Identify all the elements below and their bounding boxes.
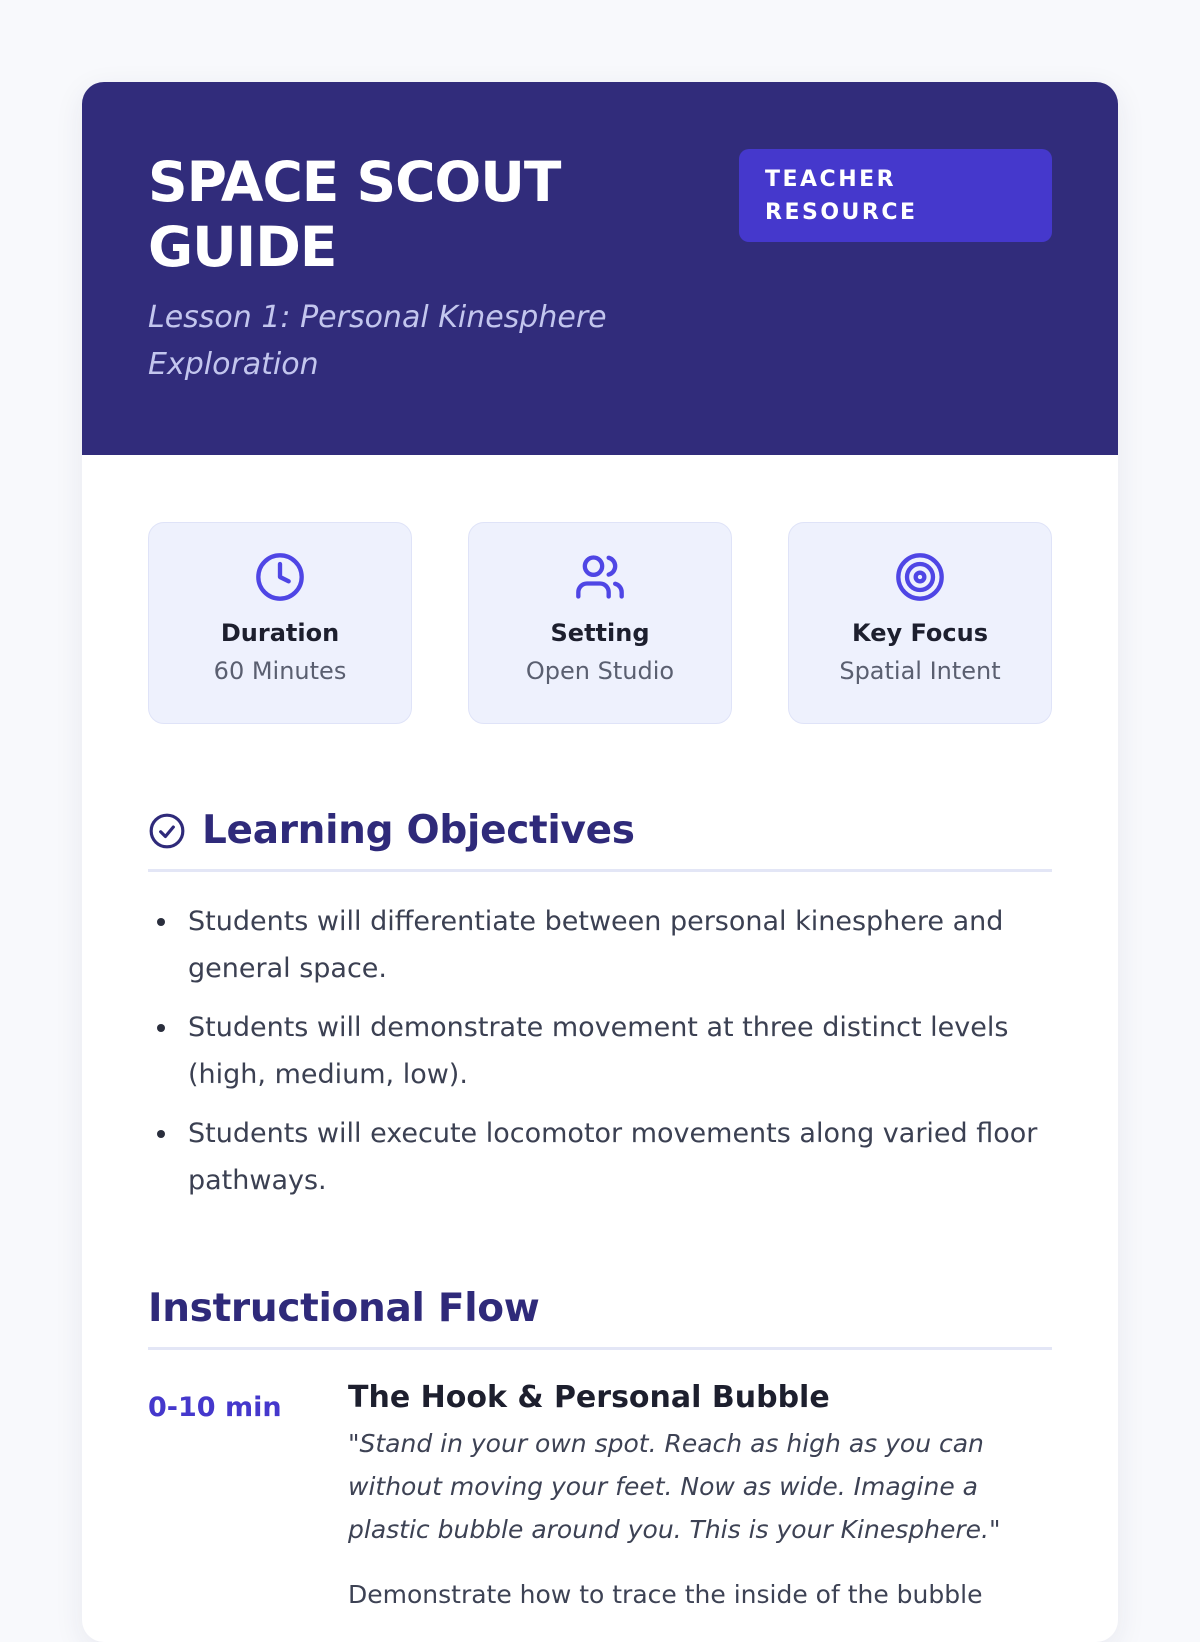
flow-step-time: 0-10 min [148,1392,282,1423]
stat-duration [148,522,412,724]
stat-key-focus [788,522,1052,724]
stat-setting [468,522,732,724]
objectives-list [148,898,1052,1204]
flow-heading: Instructional Flow [148,1286,540,1331]
stat-value: Spatial Intent [839,657,1001,685]
check-circle-icon [148,812,186,850]
objectives-header [148,808,1052,872]
flow-step-content [348,1378,1052,1616]
stat-value: 60 Minutes [213,657,347,685]
stat-label: Key Focus [852,619,988,647]
stat-label: Duration [220,619,340,647]
stat-value: Open Studio [525,657,675,685]
clock-icon [254,551,306,603]
lesson-header [82,82,1118,455]
target-icon [894,551,946,603]
flow-step-note: Demonstrate how to trace the inside of the bubble [348,1580,983,1609]
lesson-subtitle: Lesson 1: Personal Kinesphere Exploration [148,300,607,382]
lesson-body [82,455,1118,1616]
list-item: Students will execute locomotor movements along varied floor pathways. [148,1110,1052,1204]
page-title: SPACE SCOUT GUIDE [148,150,561,279]
flow-step-quote: "Stand in your own spot. Reach as high as you can without moving your feet. Now as wide. Imagine a plastic bubble around you. This is your Kinesphere." [348,1429,1001,1544]
flow-header [148,1286,1052,1350]
stats-row [148,522,1052,724]
lesson-card [82,82,1118,1642]
teacher-resource-badge: TEACHER RESOURCE [739,149,1052,242]
list-item: Students will demonstrate movement at three distinct levels (high, medium, low). [148,1004,1052,1098]
stat-label: Setting [550,619,650,647]
flow-step [148,1378,1052,1616]
list-item: Students will differentiate between personal kinesphere and general space. [148,898,1052,992]
users-icon [574,551,626,603]
flow-step-title: The Hook & Personal Bubble [348,1380,830,1415]
objectives-heading: Learning Objectives [202,808,635,853]
